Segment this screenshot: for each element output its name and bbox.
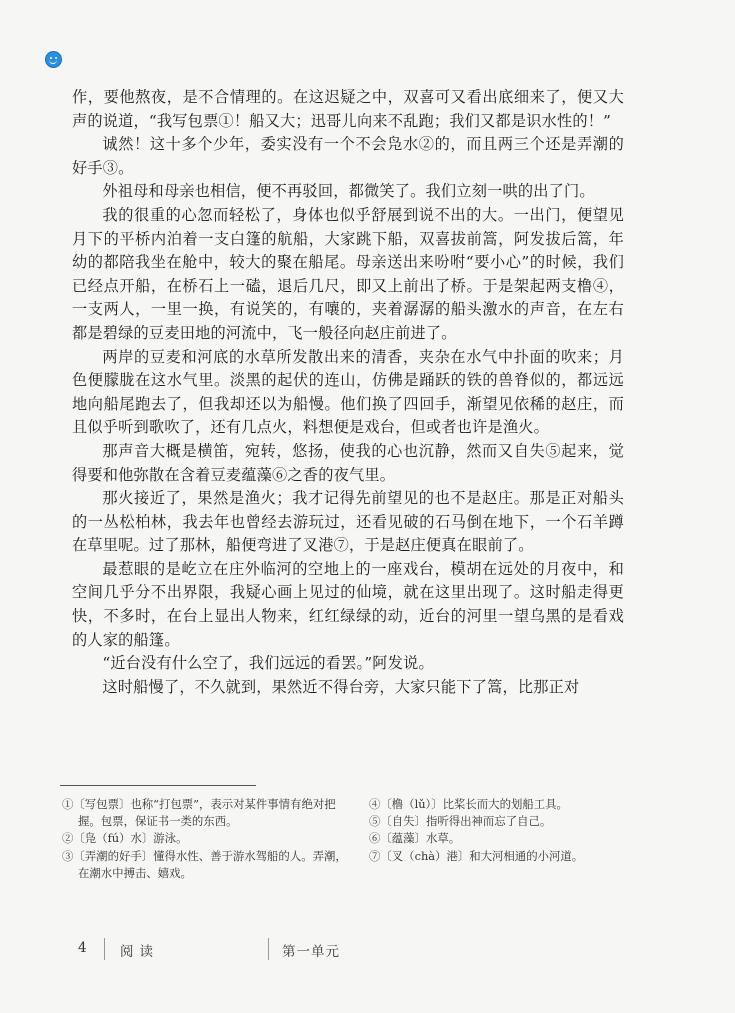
paragraph: 外祖母和母亲也相信，便不再驳回，都微笑了。我们立刻一哄的出了门。	[102, 182, 595, 201]
paragraph: 那火接近了，果然是渔火；我才记得先前望见的也不是赵庄。那是正对船头的一丛松柏林，我去年也曾经去游玩过，还看见破的石马倒在地下，一个石羊蹲在草里呢。过了那林，船便弯进了叉港⑦，于是赵庄便真在眼前了。	[72, 489, 624, 555]
footnotes-left	[62, 796, 352, 882]
footnote: ②〔凫（fú）水〕游泳。	[62, 831, 188, 846]
smiley-logo-icon	[45, 51, 62, 68]
paragraph: 这时船慢了，不久就到，果然近不得台旁，大家只能下了篙，比那正对	[102, 677, 580, 696]
paragraph: 诚然！这十多个少年，委实没有一个不会凫水②的，而且两三个还是弄潮的好手③。	[72, 135, 624, 177]
section-label: 阅读	[120, 944, 159, 960]
footnote: ⑥〔蕴藻〕水草。	[369, 831, 461, 846]
page-footer	[0, 938, 735, 962]
footer-divider	[268, 938, 269, 960]
page-number: 4	[78, 940, 87, 956]
footnote: ④〔橹（lǔ）〕比桨长而大的划船工具。	[369, 797, 568, 811]
footnotes-right	[369, 796, 649, 865]
footnote: ⑦〔叉（chà）港〕和大河相通的小河道。	[369, 848, 584, 863]
paragraph: 最惹眼的是屹立在庄外临河的空地上的一座戏台，模胡在远处的月夜中，和空间几乎分不出界限，我疑心画上见过的仙境，就在这里出现了。这时船走得更快，不多时，在台上显出人物来，红红绿绿的动，近台的河里一望乌黑的是看戏的人家的船篷。	[72, 559, 624, 649]
paragraph: 那声音大概是横笛，宛转，悠扬，使我的心也沉静，然而又自失⑤起来，觉得要和他弥散在含着豆麦蕴藻⑥之香的夜气里。	[72, 441, 624, 484]
footnote: ⑤〔自失〕指听得出神而忘了自己。	[369, 814, 552, 829]
paragraph: “近台没有什么空了，我们远远的看罢。”阿发说。	[102, 654, 434, 673]
footnote: ①〔写包票〕也称“打包票”，表示对某件事情有绝对把握。包票，保证书一类的东西。	[62, 797, 336, 829]
paragraph: 我的很重的心忽而轻松了，身体也似乎舒展到说不出的大。一出门，便望见月下的平桥内泊着一支白篷的航船，大家跳下船，双喜拔前篙，阿发拔后篙，年幼的都陪我坐在舱中，较大的聚在船尾。母亲送出来吩咐“要小心”的时候，我们已经点开船，在桥石上一磕，退后几尺，即又上前出了桥。于是架起两支橹④，一支两人，一里一换，有说笑的，有嚷的，夹着潺潺的船头激水的声音，在左右都是碧绿的豆麦田地的河流中，飞一般径向赵庄前进了。	[72, 205, 624, 342]
paragraph: 两岸的豆麦和河底的水草所发散出来的清香，夹杂在水气中扑面的吹来；月色便朦胧在这水气里。淡黑的起伏的连山，仿佛是踊跃的铁的兽脊似的，都远远地向船尾跑去了，但我却还以为船慢。他们换了四回手，渐望见依稀的赵庄，而且似乎听到歌吹了，还有几点火，料想便是戏台，但或者也许是渔火。	[72, 347, 624, 437]
footnote-divider	[60, 785, 256, 786]
paragraph: 作，要他熬夜，是不合情理的。在这迟疑之中，双喜可又看出底细来了，便又大声的说道，“我写包票①！船又大；迅哥儿向来不乱跑；我们又都是识水性的！”	[72, 88, 624, 130]
body-text	[72, 86, 624, 699]
footnote: ③〔弄潮的好手〕懂得水性、善于游水驾船的人。弄潮，在潮水中搏击、嬉戏。	[62, 848, 347, 880]
unit-label: 第一单元	[282, 944, 340, 960]
footer-divider	[104, 938, 105, 960]
